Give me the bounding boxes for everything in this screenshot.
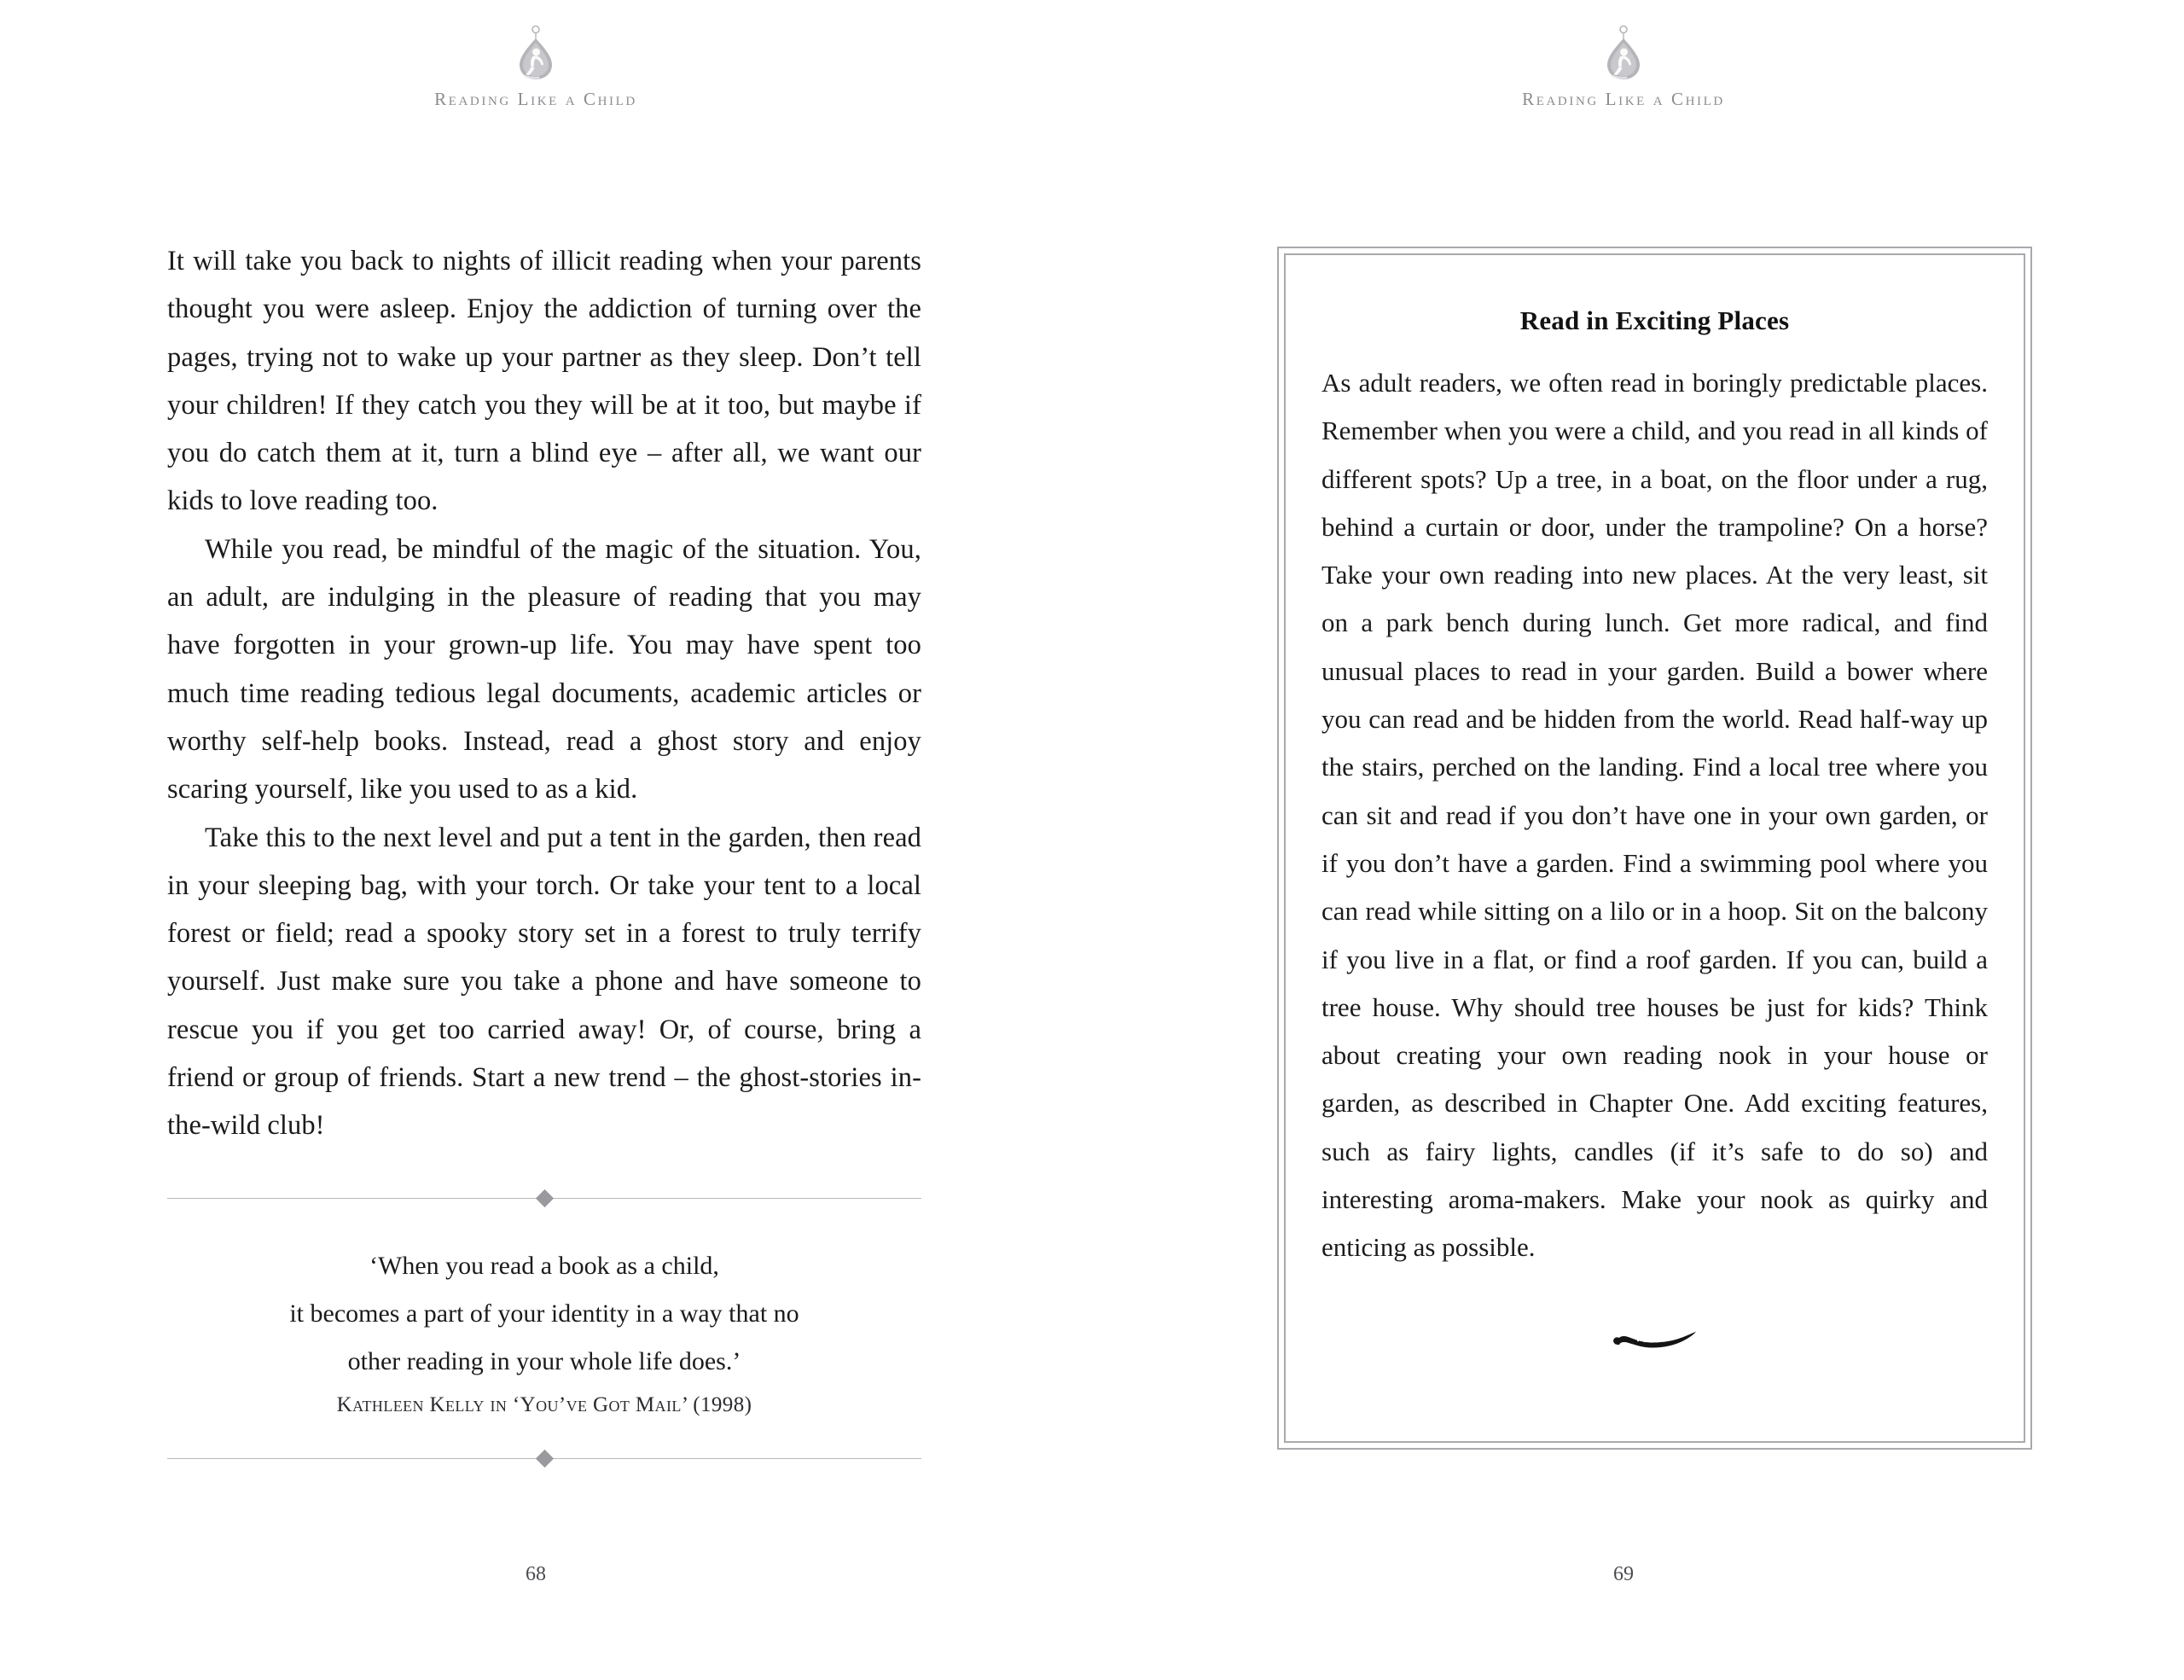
quote-rule-bottom [167, 1450, 921, 1466]
paragraph: While you read, be mindful of the magic of the situation. You, an adult, are indulging in the pleasure of reading that you may have forgotten in your grown-up life. You may have spent too much time reading tedious legal documents, academic articles or worthy self-help books. Instead, read a ghost story and enjoy scaring yourself, like you used to as a kid. [167, 533, 921, 805]
quote-line: other reading in your whole life does.’ [347, 1347, 741, 1375]
quote-text [167, 1242, 921, 1417]
quote-rule-top [167, 1190, 921, 1206]
calligraphic-swash-ornament-icon [1608, 1322, 1702, 1359]
running-head-left [0, 22, 1082, 110]
feature-box-inner-border [1284, 253, 2025, 1443]
right-page [1092, 0, 2184, 1680]
reader-in-flame-ornament-icon [1604, 22, 1643, 84]
feature-box [1277, 247, 2032, 1450]
paragraph: Take this to the next level and put a tent in the garden, then read in your sleeping bag, with your torch. Or take your tent to a local forest or field; read a spooky story set in a forest to truly terrify yourself. Just make sure you take a phone and have someone to rescue you if you get too carried away! Or, of course, bring a friend or group of friends. Start a new trend – the ghost-stories in-the-wild club! [167, 822, 921, 1142]
body-text-column [167, 237, 921, 1150]
page-number-left: 68 [526, 1563, 546, 1585]
paragraph: It will take you back to nights of illicit reading when your parents thought you were asleep. Enjoy the addiction of turning over the pages, trying not to wake up your partner as they sleep. Don’t tell your children! If they catch you they will be at it too, but maybe if you do catch them at it, turn a blind eye – after all, we want our kids to love reading too. [167, 246, 921, 517]
diamond-ornament-icon [535, 1189, 553, 1206]
quote-line: ‘When you read a book as a child, [369, 1252, 719, 1280]
page-number-right: 69 [1613, 1563, 1634, 1585]
quote-line: it becomes a part of your identity in a way that no [289, 1299, 799, 1328]
pull-quote-block [167, 1190, 921, 1466]
feature-box-title: Read in Exciting Places [1519, 305, 1790, 335]
running-head-title: Reading Like a Child [1522, 89, 1725, 109]
running-head-title: Reading Like a Child [434, 89, 637, 109]
quote-attribution: Kathleen Kelly in ‘You’ve Got Mail’ (1998) [336, 1393, 752, 1416]
reader-in-flame-ornament-icon [516, 22, 555, 84]
diamond-ornament-icon [535, 1449, 553, 1467]
feature-box-body: As adult readers, we often read in boringly predictable places. Remember when you were a child, and you read in all kinds of different spots? Up a tree, in a boat, on the floor under a rug, behind a curtain or door, under the trampoline? On a horse? Take your own reading into new places. At the very least, sit on a park bench during lunch. Get more radical, and find unusual places to read in your garden. Build a bower where you can read and be hidden from the world. Read half-way up the stairs, perched on the landing. Find a local tree where you can sit and read if you don’t have one in your own garden, or if you don’t have a garden. Find a swimming pool where you can read while sitting on a lilo or in a hoop. Sit on the balcony if you live in a flat, or find a roof garden. If you can, build a tree house. Why should tree houses be just for kids? Think about creating your own reading nook in your house or garden, as described in Chapter One. Add exciting features, such as fairy lights, candles (if it’s safe to do so) and interesting aroma-makers. Make your nook as quirky and enticing as possible. [1321, 368, 1988, 1263]
running-head-right [1077, 22, 2169, 110]
